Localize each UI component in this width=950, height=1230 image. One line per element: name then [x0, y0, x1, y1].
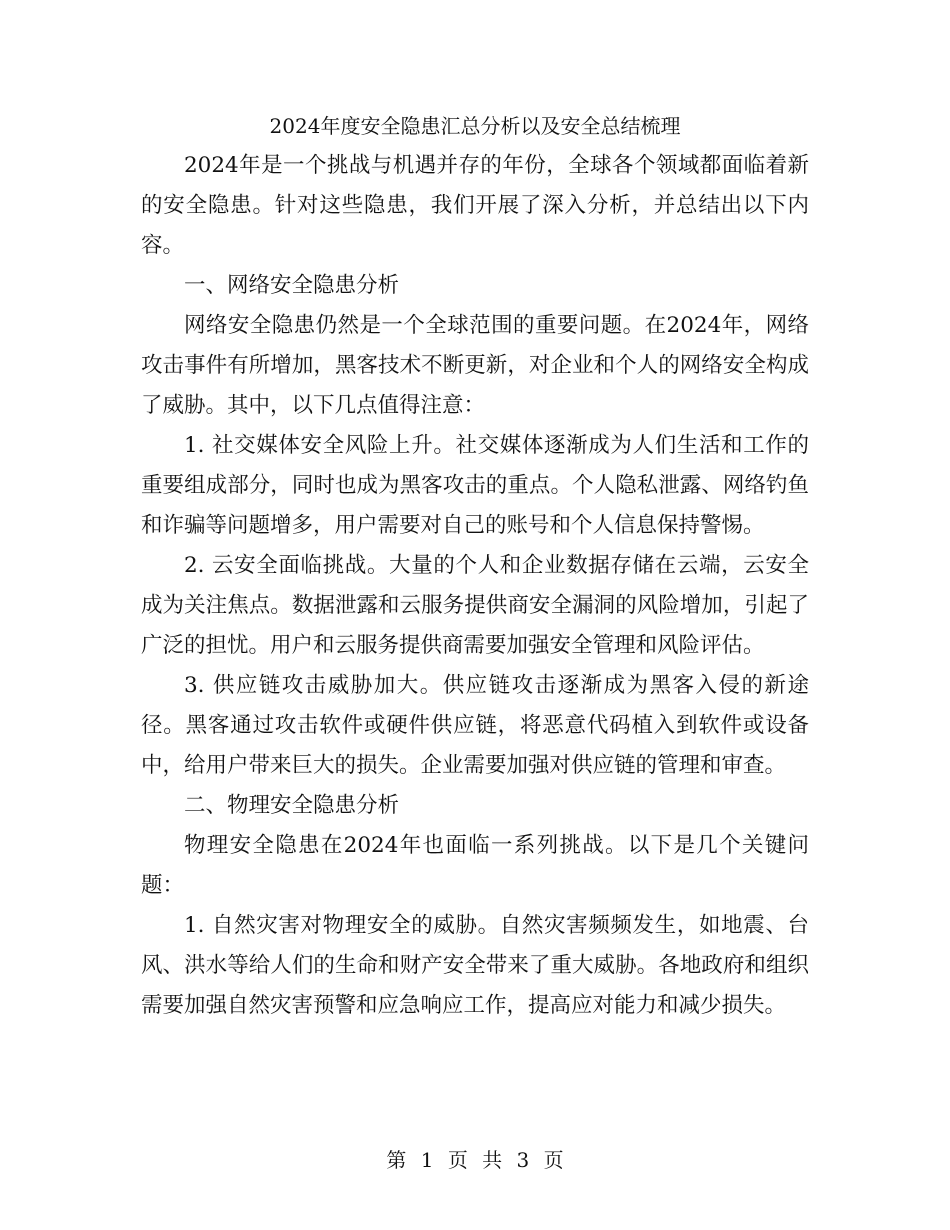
- physical-overview-paragraph: 物理安全隐患在2024年也面临一系列挑战。以下是几个关键问题：: [141, 833, 809, 898]
- physical-point-1: 1. 自然灾害对物理安全的威胁。自然灾害频频发生，如地震、台风、洪水等给人们的生命和财产安全带来了重大威胁。各地政府和组织需要加强自然灾害预警和应急响应工作，提高应对能力和减少损失。: [141, 913, 809, 1018]
- intro-paragraph: 2024年是一个挑战与机遇并存的年份，全球各个领域都面临着新的安全隐患。针对这些隐患，我们开展了深入分析，并总结出以下内容。: [141, 153, 809, 258]
- section-heading-network: 一、网络安全隐患分析: [184, 273, 400, 298]
- network-point-1: 1. 社交媒体安全风险上升。社交媒体逐渐成为人们生活和工作的重要组成部分，同时也成为黑客攻击的重点。个人隐私泄露、网络钓鱼和诈骗等问题增多，用户需要对自己的账号和个人信息保持警惕。: [141, 433, 809, 538]
- network-point-2: 2. 云安全面临挑战。大量的个人和企业数据存储在云端，云安全成为关注焦点。数据泄露和云服务提供商安全漏洞的风险增加，引起了广泛的担忧。用户和云服务提供商需要加强安全管理和风险评估。: [141, 553, 809, 658]
- page-number-footer: 第 1 页 共 3 页: [386, 1148, 564, 1172]
- document-body: [141, 146, 809, 1026]
- network-overview-paragraph: 网络安全隐患仍然是一个全球范围的重要问题。在2024年，网络攻击事件有所增加，黑客技术不断更新，对企业和个人的网络安全构成了威胁。其中，以下几点值得注意：: [141, 313, 809, 418]
- network-point-3: 3. 供应链攻击威胁加大。供应链攻击逐渐成为黑客入侵的新途径。黑客通过攻击软件或硬件供应链，将恶意代码植入到软件或设备中，给用户带来巨大的损失。企业需要加强对供应链的管理和审查。: [141, 673, 809, 778]
- section-heading-physical: 二、物理安全隐患分析: [184, 793, 400, 818]
- document-title: 2024年度安全隐患汇总分析以及安全总结梳理: [269, 114, 681, 138]
